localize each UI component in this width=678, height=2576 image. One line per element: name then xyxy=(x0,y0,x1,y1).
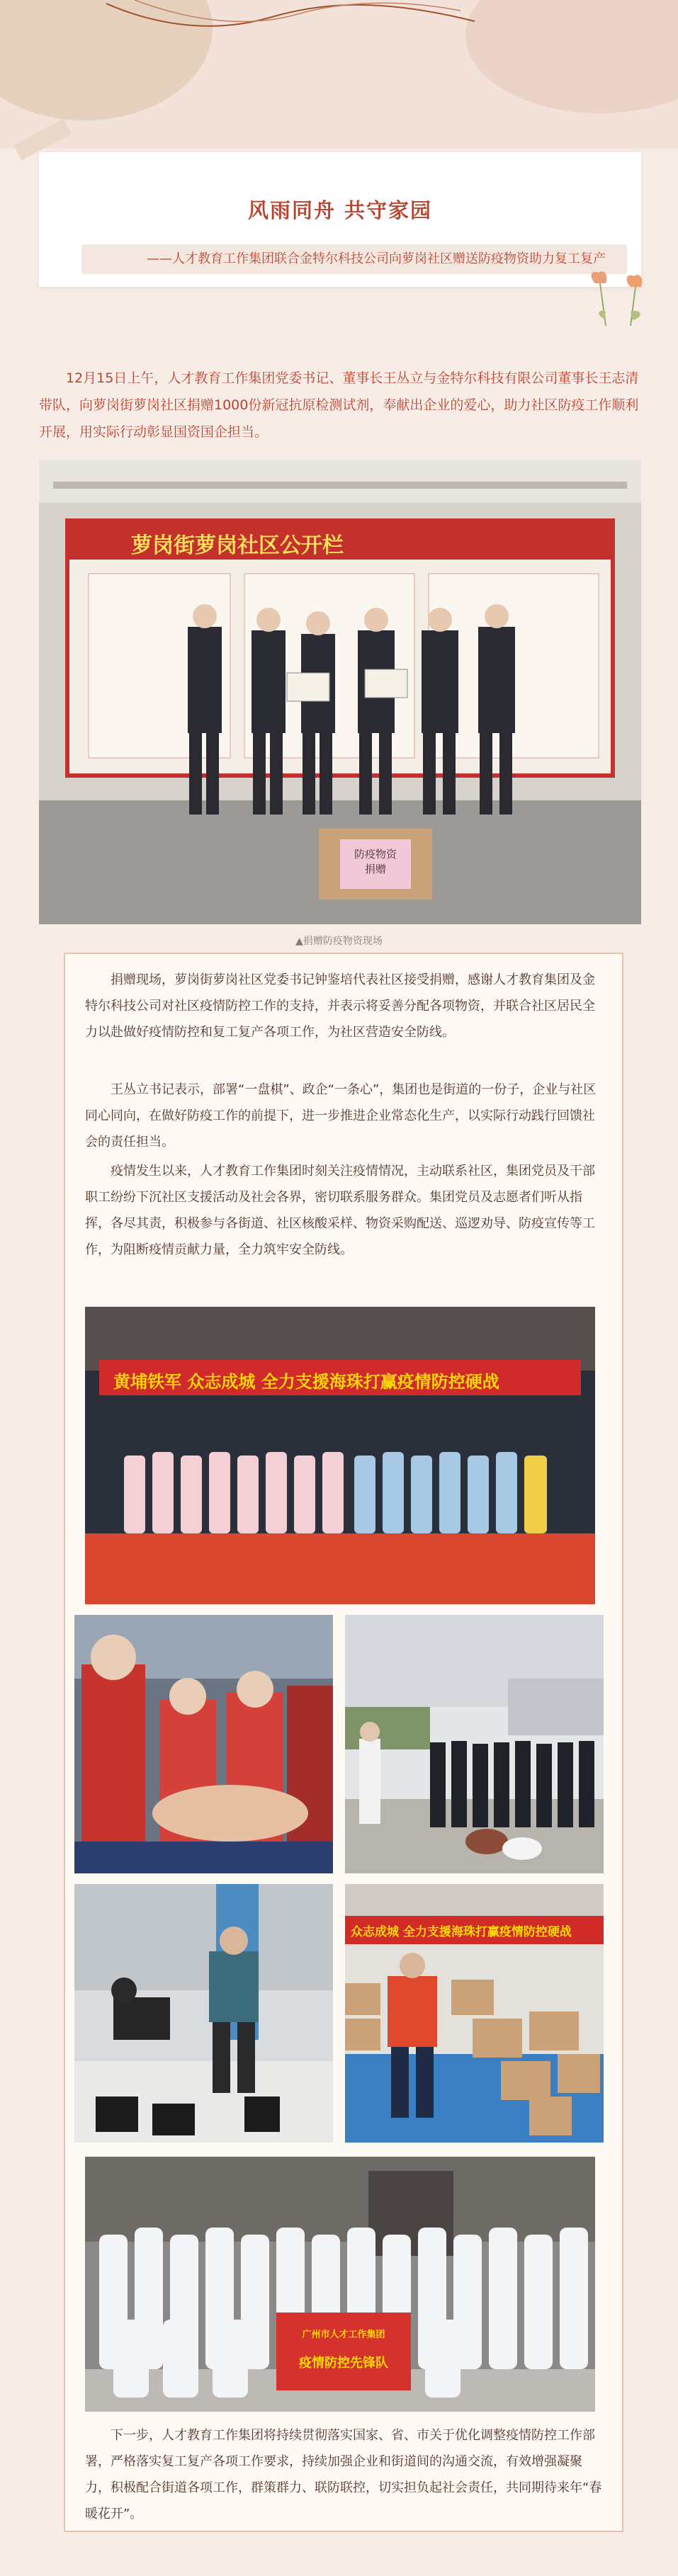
box-label-line2: 捐赠 xyxy=(364,863,386,875)
packing-supplies-illustration xyxy=(74,1884,333,2143)
tulip-icon xyxy=(577,269,662,333)
body-paragraph-4: 下一步，人才教育工作集团将持续贯彻落实国家、省、市关于优化调整疫情防控工作部署，严格落实复工复产各项工作要求，持续加强企业和街道间的沟通交流，有效增强凝聚力，积极配合街道各项工作，群策群力、联防联控，切实担负起社会责任，共同期待来年“春暖花开”。 xyxy=(85,2428,602,2521)
protective-suits-illustration xyxy=(85,2157,595,2412)
banner-text-3 xyxy=(278,2327,409,2371)
banner-text-1: 黄埔铁军 众志成城 全力支援海珠打赢疫情防控硬战 xyxy=(113,1372,499,1392)
board-title: 萝岗街萝岗社区公开栏 xyxy=(131,533,344,558)
page-title: 风雨同舟 共守家园 xyxy=(247,198,433,222)
photo-street-volunteers xyxy=(345,1615,604,1873)
body-paragraph-1: 捐赠现场，萝岗街萝岗社区党委书记钟鉴培代表社区接受捐赠，感谢人才教育集团及金特尔科技公司对社区疫情防控工作的支持，并表示将妥善分配各项物资，并联合社区居民全力以赴做好疫情防控和复工复产各项工作，为社区营造安全防线。 xyxy=(85,972,595,1040)
banner-3-line1: 广州市人才工作集团 xyxy=(302,2330,385,2340)
banner-3-line2: 疫情防控先锋队 xyxy=(299,2356,388,2371)
photo-hands-together xyxy=(74,1615,333,1873)
photo-supplies-banner xyxy=(345,1884,604,2143)
banner-text-2: 众志成城 全力支援海珠打赢疫情防控硬战 xyxy=(351,1925,572,1939)
decor-blob-right xyxy=(465,0,678,113)
photo-volunteers-banner xyxy=(85,1307,595,1604)
photo-caption: ▲捐赠防疫物资现场 xyxy=(295,936,383,947)
box-label-line1: 防疫物资 xyxy=(354,848,397,861)
intro-paragraph: 12月15日上午，人才教育工作集团党委书记、董事长王丛立与金特尔科技有限公司董事长王志清带队，向萝岗街萝岗社区捐赠1000份新冠抗原检测试剂，奉献出企业的爱心，助力社区防疫工作顺利开展，用实际行动彰显国资国企担当。 xyxy=(39,370,639,440)
box-label xyxy=(342,846,409,876)
page-subtitle: ——人才教育工作集团联合金特尔科技公司向萝岗社区赠送防疫物资助力复工复产 xyxy=(81,244,627,274)
header-decoration xyxy=(0,0,678,149)
street-volunteers-illustration xyxy=(345,1615,604,1873)
hands-together-illustration xyxy=(74,1615,333,1873)
body-paragraph-3: 疫情发生以来，人才教育工作集团时刻关注疫情情况，主动联系社区，集团党员及干部职工纷纷下沉社区支援活动及社会各界，密切联系服务群众。集团党员及志愿者们听从指挥，各尽其责，积极参与各街道、社区核酸采样、物资采购配送、巡逻劝导、防疫宣传等工作，为阻断疫情贡献力量，全力筑牢安全防线。 xyxy=(85,1164,595,1257)
title-card xyxy=(39,152,641,287)
volunteers-illustration xyxy=(85,1307,595,1604)
photo-donation-scene xyxy=(39,460,641,924)
photo-packing-supplies xyxy=(74,1884,333,2143)
body-paragraph-2: 王丛立书记表示，部署“一盘棋”、政企“一条心”，集团也是街道的一份子，企业与社区同心同向，在做好防疫工作的前提下，进一步推进企业常态化生产，以实际行动践行回馈社会的责任担当。 xyxy=(85,1082,597,1150)
decor-wave-icon xyxy=(106,0,475,42)
photo-protective-suits-group xyxy=(85,2157,595,2412)
